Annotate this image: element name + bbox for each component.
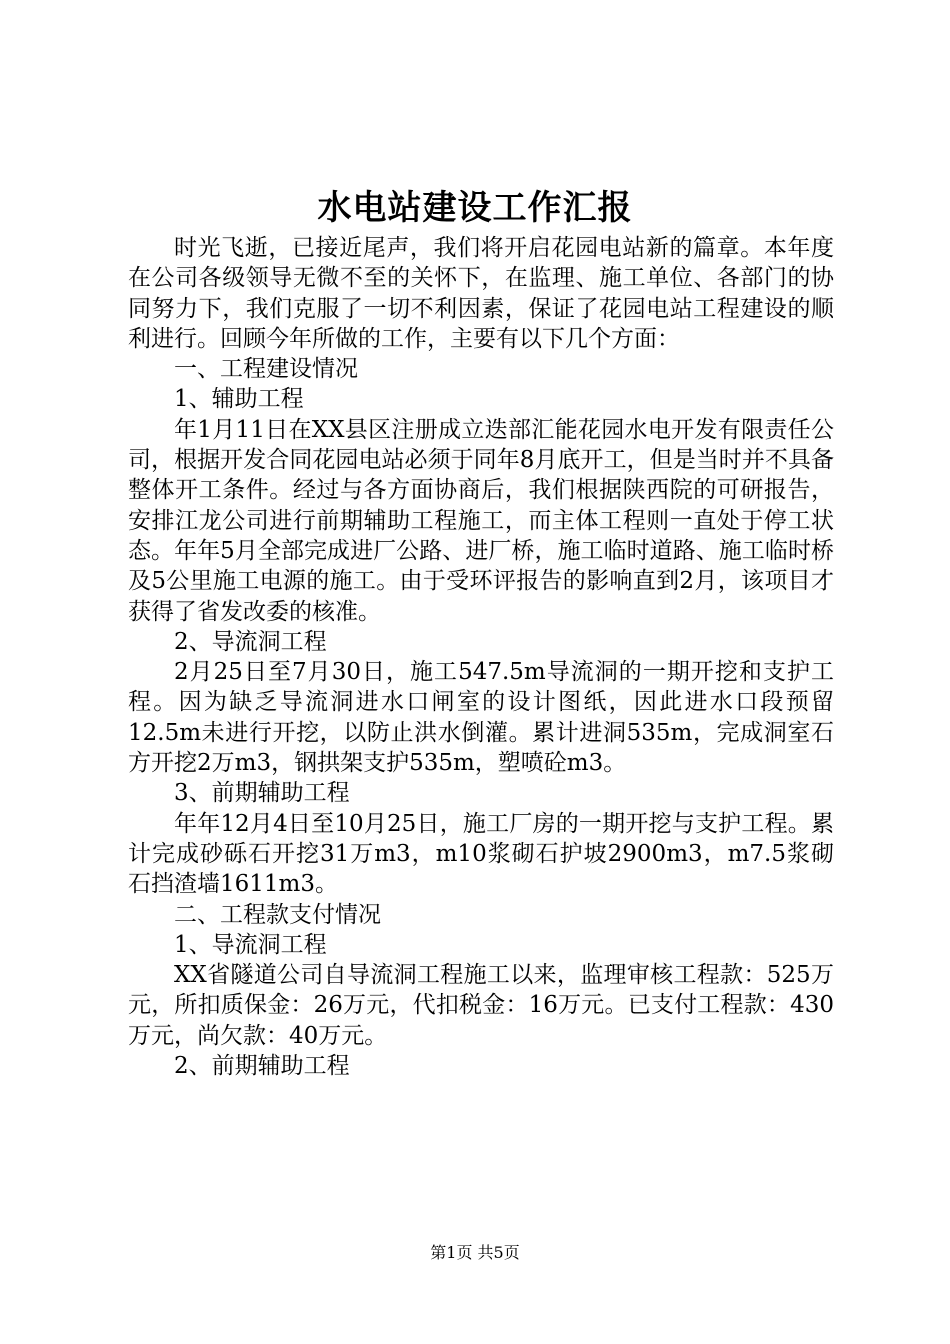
paragraph-diversion-tunnel: 2月25日至7月30日，施工547.5m导流洞的一期开挖和支护工程。因为缺乏导流洞进水口闸室的设计图纸，因此进水口段预留12.5m未进行开挖，以防止洪水倒灌。累计进洞535m，完成洞室石方开挖2万m3，钢拱架支护535m，塑喷砼m3。: [128, 659, 834, 777]
paragraph-early-auxiliary: 年年12月4日至10月25日，施工厂房的一期开挖与支护工程。累计完成砂砾石开挖31万m3，m10浆砌石护坡2900m3，m7.5浆砌石挡渣墙1611m3。: [128, 810, 834, 898]
heading-section-2: 二、工程款支付情况: [174, 901, 381, 928]
paragraph-payment-diversion: XX省隧道公司自导流洞工程施工以来，监理审核工程款：525万元，所扣质保金：26万元，代扣税金：16万元。已支付工程款：430万元，尚欠款：40万元。: [128, 962, 834, 1049]
subheading-payment-early: 2、前期辅助工程: [174, 1053, 350, 1080]
document-body: [128, 233, 834, 1081]
page-footer: 第1页 共5页: [430, 1243, 520, 1262]
heading-section-1: 一、工程建设情况: [174, 356, 358, 383]
subheading-auxiliary: 1、辅助工程: [174, 386, 304, 413]
subheading-early-auxiliary: 3、前期辅助工程: [174, 780, 350, 807]
subheading-payment-diversion: 1、导流洞工程: [174, 931, 327, 958]
paragraph-intro: 时光飞逝，已接近尾声，我们将开启花园电站新的篇章。本年度在公司各级领导无微不至的关怀下，在监理、施工单位、各部门的协同努力下，我们克服了一切不利因素，保证了花园电站工程建设的顺利进行。回顾今年所做的工作，主要有以下几个方面：: [128, 235, 834, 352]
paragraph-auxiliary: 年1月11日在XX县区注册成立迭部汇能花园水电开发有限责任公司，根据开发合同花园电站必须于同年8月底开工，但是当时并不具备整体开工条件。经过与各方面协商后，我们根据陕西院的可研报告，安排江龙公司进行前期辅助工程施工，而主体工程则一直处于停工状态。年年5月全部完成进厂公路、进厂桥，施工临时道路、施工临时桥及5公里施工电源的施工。由于受环评报告的影响直到2月，该项目才获得了省发改委的核准。: [128, 416, 834, 625]
subheading-diversion-tunnel: 2、导流洞工程: [174, 628, 327, 655]
document-title: 水电站建设工作汇报: [317, 188, 633, 228]
